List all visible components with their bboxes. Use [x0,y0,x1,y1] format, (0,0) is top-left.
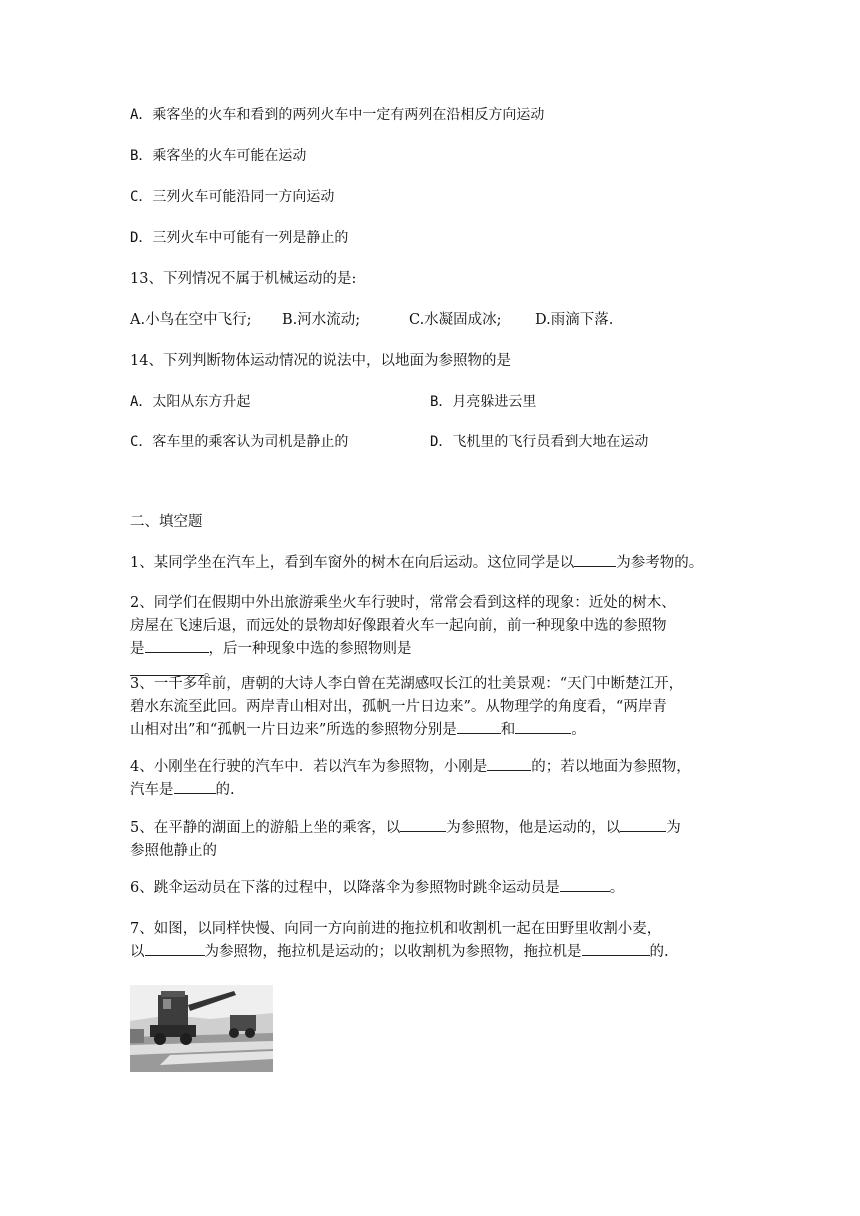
answer-blank[interactable] [400,817,446,832]
answer-blank[interactable] [174,779,216,794]
fill3-line-1: 3、一千多年前，唐朝的大诗人李白曾在芜湖感叹长江的壮美景观：“天门中断楚江开， [130,676,684,692]
q12-option-d: D．三列火车中可能有一列是静止的 [130,230,349,246]
fill7-text-c: 的. [649,944,669,960]
answer-blank[interactable] [145,638,209,653]
fill3-line-3 [130,719,740,742]
answer-blank[interactable] [582,941,650,956]
fill-question-1 [130,552,703,574]
answer-blank[interactable] [487,756,531,771]
q14-option-d: D．飞机里的飞行员看到大地在运动 [430,434,649,450]
fill-question-3 [130,673,740,742]
fill2-text-a: 是 [130,641,145,657]
fill2-text-c: 。 [204,664,219,680]
q14-option-b: B．月亮躲进云里 [430,394,537,410]
fill6-text-a: 6、跳伞运动员在下落的过程中，以降落伞为参照物时跳伞运动员是 [130,880,560,896]
fill7-line-2 [130,941,740,964]
fill1-text-b: 为参考物的。 [616,555,704,571]
answer-blank[interactable] [574,552,616,567]
fill7-text-a: 以 [130,944,145,960]
fill4-line-1 [130,756,740,779]
fill7-text-b: 为参照物，拖拉机是运动的；以收割机为参照物，拖拉机是 [204,944,582,960]
fill4-text-d: 的. [215,782,235,798]
fill4-text-c: 汽车是 [130,782,174,798]
q13-stem: 13、下列情况不属于机械运动的是: [130,271,357,287]
fill5-text-c: 为 [666,820,681,836]
answer-blank[interactable] [457,719,501,734]
fill-question-4 [130,756,740,802]
fill4-text-a: 4、小刚坐在行驶的汽车中．若以汽车为参照物，小刚是 [130,759,488,775]
q12-option-b: B．乘客坐的火车可能在运动 [130,148,307,164]
fill5-text-a: 5、在平静的湖面上的游船上坐的乘客，以 [130,820,401,836]
fill3-text-a: 山相对出”和“孤帆一片日边来”所选的参照物分别是 [130,722,457,738]
fill3-line-2: 碧水东流至此回。两岸青山相对出，孤帆一片日边来”。从物理学的角度看，“两岸青 [130,699,667,715]
section-title: 二、填空题 [130,514,203,530]
fill5-line-1 [130,817,740,840]
fill4-text-b: 的；若以地面为参照物， [531,759,691,775]
fill5-line-2: 参照他静止的 [130,843,217,859]
answer-blank[interactable] [145,941,205,956]
fill4-line-2 [130,779,740,802]
fill-question-5 [130,817,740,863]
q13-option-d: D.雨滴下落. [535,312,614,328]
q13-option-b: B.河水流动; [282,312,361,328]
q14-stem: 14、下列判断物体运动情况的说法中，以地面为参照物的是 [130,353,511,369]
q13-option-c: C.水凝固成冰; [409,312,502,328]
fill2-line-2: 房屋在飞速后退，而远处的景物却好像跟着火车一起向前，前一种现象中选的参照物 [130,618,667,634]
fill2-line-1: 2、同学们在假期中外出旅游乘坐火车行驶时，常常会看到这样的现象：近处的树木、 [130,595,676,611]
fill2-line-3 [130,638,740,661]
fill2-text-b: ，后一种现象中选的参照物则是 [208,641,412,657]
answer-blank[interactable] [560,877,610,892]
fill6-text-b: 。 [609,880,625,896]
q12-option-c: C．三列火车可能沿同一方向运动 [130,189,335,205]
harvester-photo-icon [130,985,273,1072]
q14-option-a: A．太阳从东方升起 [130,394,251,410]
fill7-line-1: 7、如图，以同样快慢、向同一方向前进的拖拉机和收割机一起在田野里收割小麦， [130,921,662,937]
fill-question-2 [130,592,740,684]
fill3-text-c: 。 [571,722,586,738]
fill3-text-b: 和 [500,722,516,738]
q14-option-c: C．客车里的乘客认为司机是静止的 [130,434,349,450]
answer-blank[interactable] [515,719,571,734]
fill-question-6 [130,877,624,899]
q13-options [130,309,613,331]
fill-question-7 [130,918,740,964]
answer-blank[interactable] [620,817,666,832]
fill1-text-a: 1、某同学坐在汽车上，看到车窗外的树木在向后运动。这位同学是以 [130,555,575,571]
harvester-illustration [130,985,273,1072]
fill5-text-b: 为参照物，他是运动的，以 [446,820,621,836]
q13-option-a: A.小鸟在空中飞行; [130,312,252,328]
q12-option-a: A．乘客坐的火车和看到的两列火车中一定有两列在沿相反方向运动 [130,107,545,123]
